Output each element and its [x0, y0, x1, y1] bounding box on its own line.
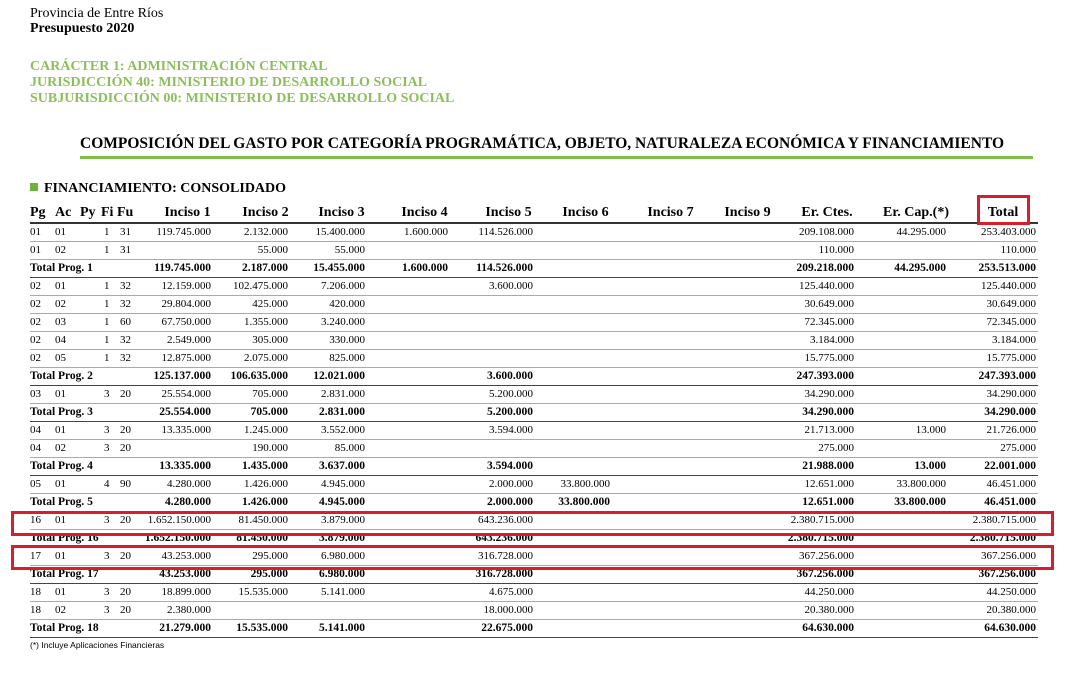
cell-ac: 01 [55, 280, 66, 292]
cell-ac: 03 [55, 316, 66, 328]
cell-i1: 13.335.000 [159, 460, 211, 472]
cell-i3: 6.980.000 [319, 568, 365, 580]
cell-cap: 13.000 [914, 460, 946, 472]
col-header-fi: Fi [101, 205, 114, 220]
cell-i2: 705.000 [250, 406, 288, 418]
cell-i3: 330.000 [329, 334, 365, 346]
cell-fu: 20 [120, 424, 131, 436]
cell-i2: 190.000 [252, 442, 288, 454]
cell-total: 72.345.000 [986, 316, 1036, 328]
cell-pg: 02 [30, 316, 41, 328]
cell-ac: 02 [55, 298, 66, 310]
cell-i1: 18.899.000 [161, 586, 211, 598]
cell-i3: 55.000 [334, 244, 365, 256]
page-title: COMPOSICIÓN DEL GASTO POR CATEGORÍA PROGRAMÁTICA, OBJETO, NATURALEZA ECONÓMICA Y FINANCIAMIENTO [80, 135, 1005, 152]
cell-pg: 01 [30, 226, 41, 238]
table-row [30, 386, 1038, 404]
cell-total: 3.184.000 [992, 334, 1036, 346]
cell-i3: 85.000 [334, 442, 365, 454]
cell-ctes: 44.250.000 [804, 586, 854, 598]
cell-i3: 3.552.000 [321, 424, 365, 436]
footnote: (*) Incluye Aplicaciones Financieras [30, 640, 165, 650]
cell-ctes: 3.184.000 [810, 334, 854, 346]
cell-cap: 44.295.000 [896, 226, 946, 238]
cell-i3: 4.945.000 [321, 478, 365, 490]
cell-total: 253.403.000 [981, 226, 1036, 238]
cell-ctes: 247.393.000 [796, 370, 854, 382]
cell-i1: 13.335.000 [161, 424, 211, 436]
cell-total: 30.649.000 [986, 298, 1036, 310]
cell-i5: 4.675.000 [489, 586, 533, 598]
cell-i3: 6.980.000 [321, 550, 365, 562]
cell-ctes: 20.380.000 [804, 604, 854, 616]
total-row [30, 260, 1038, 278]
cell-i1: 67.750.000 [161, 316, 211, 328]
cell-i3: 5.141.000 [319, 622, 365, 634]
cell-cap: 33.800.000 [896, 478, 946, 490]
cell-i5: 3.600.000 [489, 280, 533, 292]
col-header-er-ctes: Er. Ctes. [801, 205, 853, 220]
cell-cap: 33.800.000 [894, 496, 946, 508]
table-header [30, 204, 1038, 224]
total-label: Total Prog. 3 [30, 406, 93, 418]
cell-pg: 01 [30, 244, 41, 256]
cell-pg: 03 [30, 388, 41, 400]
col-header-inciso1: Inciso 1 [164, 205, 211, 220]
bullet-square-icon [30, 183, 38, 191]
col-header-inciso4: Inciso 4 [401, 205, 448, 220]
cell-fi: 3 [104, 604, 110, 616]
cell-total: 22.001.000 [984, 460, 1036, 472]
cell-i5: 114.526.000 [478, 226, 533, 238]
cell-i5: 114.526.000 [476, 262, 533, 274]
cell-total: 367.256.000 [981, 550, 1036, 562]
cell-total: 275.000 [1000, 442, 1036, 454]
cell-fi: 3 [104, 424, 110, 436]
cell-i5: 2.000.000 [487, 496, 533, 508]
total-label: Total Prog. 1 [30, 262, 93, 274]
cell-i2: 1.245.000 [244, 424, 288, 436]
col-header-ac: Ac [55, 205, 72, 220]
cell-fi: 3 [104, 442, 110, 454]
cell-fi: 3 [104, 586, 110, 598]
title-underline [80, 156, 1033, 159]
cell-i2: 305.000 [252, 334, 288, 346]
col-header-inciso2: Inciso 2 [242, 205, 289, 220]
cell-i1: 4.280.000 [165, 496, 211, 508]
cell-i2: 81.450.000 [238, 514, 288, 526]
cell-fi: 1 [104, 316, 110, 328]
cell-i2: 705.000 [252, 388, 288, 400]
table-row [30, 440, 1038, 458]
cell-pg: 02 [30, 352, 41, 364]
cell-i5: 3.594.000 [489, 424, 533, 436]
cell-i6: 33.800.000 [560, 478, 610, 490]
cell-total: 15.775.000 [986, 352, 1036, 364]
cell-ctes: 2.380.715.000 [790, 514, 854, 526]
total-row [30, 494, 1038, 512]
cell-cap: 13.000 [915, 424, 946, 436]
cell-i5: 2.000.000 [489, 478, 533, 490]
cell-total: 2.380.715.000 [972, 514, 1036, 526]
cell-cap: 44.295.000 [894, 262, 946, 274]
cell-ctes: 12.651.000 [802, 496, 854, 508]
total-label: Total Prog. 18 [30, 622, 99, 634]
col-header-fu: Fu [117, 205, 134, 220]
cell-i6: 33.800.000 [558, 496, 610, 508]
total-row [30, 368, 1038, 386]
cell-i3: 12.021.000 [313, 370, 365, 382]
cell-ctes: 21.713.000 [804, 424, 854, 436]
cell-ctes: 367.256.000 [796, 568, 854, 580]
cell-i5: 22.675.000 [481, 622, 533, 634]
cell-i1: 43.253.000 [159, 568, 211, 580]
table-row [30, 296, 1038, 314]
cell-total: 34.290.000 [986, 388, 1036, 400]
col-header-pg: Pg [30, 205, 46, 220]
cell-ctes: 125.440.000 [799, 280, 854, 292]
cell-i3: 420.000 [329, 298, 365, 310]
cell-ac: 01 [55, 550, 66, 562]
cell-i5: 316.728.000 [478, 550, 533, 562]
cell-total: 46.451.000 [986, 478, 1036, 490]
cell-fu: 31 [120, 226, 131, 238]
cell-total: 2.380.715.000 [969, 532, 1036, 544]
table-row [30, 584, 1038, 602]
cell-fu: 20 [120, 604, 131, 616]
col-header-inciso7: Inciso 7 [647, 205, 694, 220]
cell-ctes: 209.218.000 [796, 262, 854, 274]
cell-i2: 1.426.000 [242, 496, 288, 508]
cell-pg: 17 [30, 550, 41, 562]
cell-i1: 29.804.000 [161, 298, 211, 310]
cell-i5: 3.600.000 [487, 370, 533, 382]
cell-fu: 32 [120, 298, 131, 310]
cell-ctes: 367.256.000 [799, 550, 854, 562]
cell-i3: 5.141.000 [321, 586, 365, 598]
cell-total: 44.250.000 [986, 586, 1036, 598]
total-row [30, 620, 1038, 638]
cell-ac: 01 [55, 424, 66, 436]
cell-fi: 3 [104, 550, 110, 562]
cell-fu: 31 [120, 244, 131, 256]
cell-ctes: 110.000 [818, 244, 854, 256]
province-name: Provincia de Entre Ríos [30, 6, 164, 21]
table-row [30, 548, 1038, 566]
total-row [30, 458, 1038, 476]
cell-i3: 3.879.000 [319, 532, 365, 544]
cell-ac: 01 [55, 514, 66, 526]
cell-i3: 15.455.000 [313, 262, 365, 274]
cell-fu: 20 [120, 514, 131, 526]
col-header-inciso6: Inciso 6 [562, 205, 609, 220]
table-row [30, 314, 1038, 332]
cell-total: 247.393.000 [978, 370, 1036, 382]
budget-table [30, 204, 1038, 638]
budget-year: Presupuesto 2020 [30, 21, 135, 36]
cell-i1: 25.554.000 [161, 388, 211, 400]
cell-ac: 02 [55, 244, 66, 256]
cell-fi: 1 [104, 244, 110, 256]
cell-ctes: 72.345.000 [804, 316, 854, 328]
cell-i2: 15.535.000 [238, 586, 288, 598]
cell-i3: 3.240.000 [321, 316, 365, 328]
table-row [30, 422, 1038, 440]
cell-ac: 01 [55, 226, 66, 238]
cell-ac: 04 [55, 334, 66, 346]
financiamiento-label: FINANCIAMIENTO: CONSOLIDADO [44, 181, 287, 196]
cell-i5: 643.236.000 [475, 532, 533, 544]
cell-i1: 119.745.000 [154, 262, 211, 274]
cell-i5: 18.000.000 [483, 604, 533, 616]
cell-total: 110.000 [1000, 244, 1036, 256]
cell-i1: 2.549.000 [167, 334, 211, 346]
cell-fu: 20 [120, 442, 131, 454]
cell-pg: 04 [30, 424, 41, 436]
cell-i2: 106.635.000 [230, 370, 288, 382]
cell-i1: 43.253.000 [161, 550, 211, 562]
cell-i1: 4.280.000 [167, 478, 211, 490]
cell-i2: 15.535.000 [236, 622, 288, 634]
cell-total: 46.451.000 [984, 496, 1036, 508]
col-header-er-cap: Er. Cap.(*) [883, 205, 949, 220]
cell-fi: 3 [104, 388, 110, 400]
total-row [30, 404, 1038, 422]
cell-i5: 3.594.000 [487, 460, 533, 472]
cell-total: 253.513.000 [978, 262, 1036, 274]
cell-ctes: 2.380.715.000 [787, 532, 854, 544]
total-row [30, 530, 1038, 548]
cell-pg: 02 [30, 280, 41, 292]
table-row [30, 350, 1038, 368]
cell-i3: 4.945.000 [319, 496, 365, 508]
cell-fi: 1 [104, 226, 110, 238]
total-label: Total Prog. 17 [30, 568, 99, 580]
cell-ctes: 30.649.000 [804, 298, 854, 310]
cell-ctes: 34.290.000 [802, 406, 854, 418]
cell-ctes: 12.651.000 [804, 478, 854, 490]
cell-pg: 02 [30, 334, 41, 346]
cell-i1: 125.137.000 [153, 370, 211, 382]
total-label: Total Prog. 5 [30, 496, 93, 508]
cell-i2: 2.075.000 [244, 352, 288, 364]
cell-i2: 2.187.000 [242, 262, 288, 274]
cell-ac: 02 [55, 442, 66, 454]
cell-ctes: 209.108.000 [799, 226, 854, 238]
cell-fi: 1 [104, 280, 110, 292]
cell-fu: 20 [120, 550, 131, 562]
cell-pg: 18 [30, 604, 41, 616]
cell-fi: 1 [104, 334, 110, 346]
cell-ctes: 275.000 [818, 442, 854, 454]
cell-i1: 21.279.000 [159, 622, 211, 634]
cell-i4: 1.600.000 [402, 262, 448, 274]
total-label: Total Prog. 4 [30, 460, 93, 472]
cell-total: 21.726.000 [986, 424, 1036, 436]
cell-ctes: 21.988.000 [802, 460, 854, 472]
cell-fu: 60 [120, 316, 131, 328]
cell-pg: 16 [30, 514, 41, 526]
col-header-py: Py [80, 205, 96, 220]
cell-ctes: 15.775.000 [804, 352, 854, 364]
total-row [30, 566, 1038, 584]
cell-ac: 01 [55, 586, 66, 598]
cell-i3: 15.400.000 [315, 226, 365, 238]
cell-i4: 1.600.000 [404, 226, 448, 238]
table-row [30, 242, 1038, 260]
cell-ac: 01 [55, 478, 66, 490]
cell-i2: 1.355.000 [244, 316, 288, 328]
total-label: Total Prog. 16 [30, 532, 99, 544]
caracter-heading: CARÁCTER 1: ADMINISTRACIÓN CENTRAL [30, 59, 328, 74]
cell-i2: 295.000 [252, 550, 288, 562]
table-row [30, 512, 1038, 530]
cell-fi: 3 [104, 514, 110, 526]
cell-fu: 20 [120, 388, 131, 400]
financiamiento-heading [30, 181, 286, 197]
cell-i1: 25.554.000 [159, 406, 211, 418]
cell-pg: 02 [30, 298, 41, 310]
cell-i2: 425.000 [252, 298, 288, 310]
cell-fu: 90 [120, 478, 131, 490]
cell-i1: 119.745.000 [156, 226, 211, 238]
table-row [30, 476, 1038, 494]
cell-fu: 32 [120, 280, 131, 292]
cell-ac: 05 [55, 352, 66, 364]
cell-fi: 1 [104, 298, 110, 310]
cell-i5: 5.200.000 [487, 406, 533, 418]
cell-total: 20.380.000 [986, 604, 1036, 616]
cell-i1: 1.652.150.000 [147, 514, 211, 526]
cell-pg: 04 [30, 442, 41, 454]
cell-i5: 5.200.000 [489, 388, 533, 400]
table-row [30, 224, 1038, 242]
cell-total: 125.440.000 [981, 280, 1036, 292]
cell-i2: 1.426.000 [244, 478, 288, 490]
col-header-inciso9: Inciso 9 [724, 205, 771, 220]
cell-ac: 02 [55, 604, 66, 616]
cell-i3: 7.206.000 [321, 280, 365, 292]
cell-i2: 81.450.000 [236, 532, 288, 544]
cell-i2: 102.475.000 [233, 280, 288, 292]
cell-fi: 4 [104, 478, 110, 490]
cell-total: 64.630.000 [984, 622, 1036, 634]
cell-i2: 55.000 [257, 244, 288, 256]
cell-pg: 18 [30, 586, 41, 598]
cell-i1: 12.159.000 [161, 280, 211, 292]
cell-i2: 295.000 [250, 568, 288, 580]
cell-i3: 2.831.000 [319, 406, 365, 418]
cell-ctes: 34.290.000 [804, 388, 854, 400]
cell-fi: 1 [104, 352, 110, 364]
cell-fu: 32 [120, 352, 131, 364]
jurisdiccion-heading: JURISDICCIÓN 40: MINISTERIO DE DESARROLLO SOCIAL [30, 75, 428, 90]
table-row [30, 278, 1038, 296]
col-header-total: Total [987, 205, 1019, 220]
cell-i3: 3.637.000 [319, 460, 365, 472]
cell-pg: 05 [30, 478, 41, 490]
col-header-inciso5: Inciso 5 [485, 205, 532, 220]
cell-ac: 01 [55, 388, 66, 400]
cell-total: 367.256.000 [978, 568, 1036, 580]
cell-ctes: 64.630.000 [802, 622, 854, 634]
cell-i3: 825.000 [329, 352, 365, 364]
total-label: Total Prog. 2 [30, 370, 93, 382]
table-row [30, 602, 1038, 620]
cell-fu: 32 [120, 334, 131, 346]
cell-i5: 643.236.000 [478, 514, 533, 526]
cell-i2: 1.435.000 [242, 460, 288, 472]
cell-i1: 2.380.000 [167, 604, 211, 616]
cell-total: 34.290.000 [984, 406, 1036, 418]
cell-i3: 3.879.000 [321, 514, 365, 526]
col-header-inciso3: Inciso 3 [318, 205, 365, 220]
subjurisdiccion-heading: SUBJURISDICCIÓN 00: MINISTERIO DE DESARROLLO SOCIAL [30, 91, 455, 106]
cell-i3: 2.831.000 [321, 388, 365, 400]
cell-i1: 1.652.150.000 [144, 532, 211, 544]
cell-fu: 20 [120, 586, 131, 598]
cell-i1: 12.875.000 [161, 352, 211, 364]
cell-i2: 2.132.000 [244, 226, 288, 238]
cell-i5: 316.728.000 [475, 568, 533, 580]
table-row [30, 332, 1038, 350]
